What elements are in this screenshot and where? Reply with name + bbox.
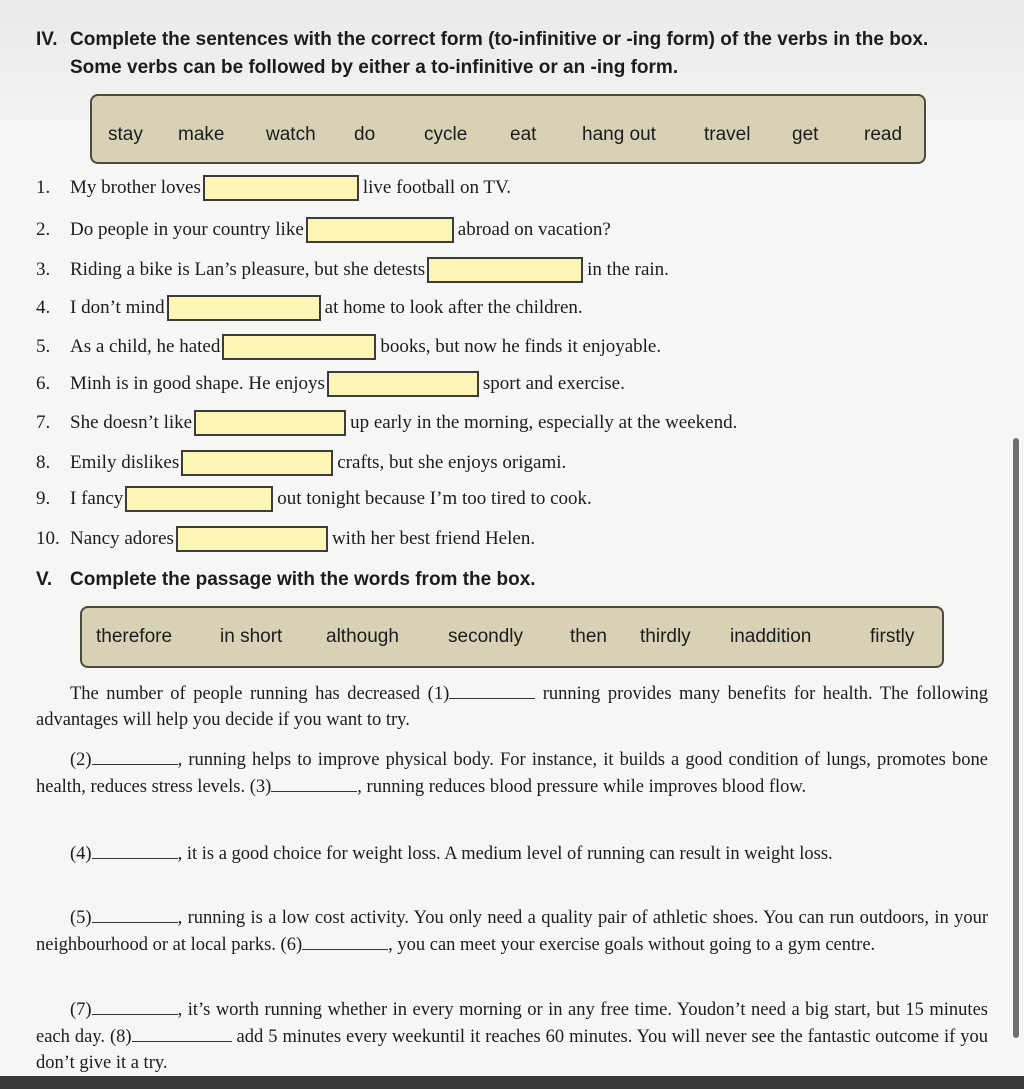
passage-blank[interactable] [92,996,178,1015]
answer-box[interactable] [194,410,346,436]
item-number: 6. [36,373,51,394]
section-5-number: V. [36,569,53,590]
item-text-before: Nancy adores [70,528,174,549]
item-text-after: with her best friend Helen. [331,528,536,549]
word-box-item: eat [510,124,537,145]
section-5-instruction: Complete the passage with the words from the box. [70,569,536,590]
section-4-instruction-line2: Some verbs can be followed by either a to-infinitive or an -ing form. [70,57,679,78]
item-text-before: Riding a bike is Lan’s pleasure, but she detests [70,259,426,280]
passage-blank[interactable] [132,1023,232,1042]
answer-box[interactable] [222,334,376,360]
item-text-after: crafts, but she enjoys origami. [337,452,567,473]
word-box-item: in short [220,626,283,647]
exercise-item [36,294,583,322]
answer-box[interactable] [181,450,333,476]
word-box-item: thirdly [640,626,691,647]
word-box-item: make [178,124,225,145]
item-text-after: up early in the morning, especially at the weekend. [350,412,738,433]
item-number: 7. [36,412,51,433]
passage-blank[interactable] [92,840,178,859]
exercise-item [36,333,661,361]
answer-box[interactable] [327,371,479,397]
scrollbar[interactable] [1013,438,1019,1038]
item-text-before: My brother loves [70,177,201,198]
word-box-item: therefore [96,626,173,647]
item-number: 9. [36,488,51,509]
passage-paragraph: (5) , running is a low cost activity. You only need a quality pair of athletic shoes. You can run outdoors, in your neighbourhood or at local parks. (6) , you can meet your exercise goals without going to a gym centre. [36,904,988,958]
section-4-instruction-line1: Complete the sentences with the correct form (to-infinitive or -ing form) of the verbs in the box. [70,29,929,50]
word-box-item: secondly [448,626,523,647]
item-number: 3. [36,259,51,280]
word-box-item: then [570,626,607,647]
item-text-after: abroad on vacation? [457,219,611,240]
word-box-item: do [354,124,376,145]
item-text-after: out tonight because I’m too tired to cook. [277,488,592,509]
item-text-before: Emily dislikes [70,452,180,473]
exercise-item [36,370,625,398]
word-box-item: inaddition [730,626,812,647]
exercise-item [36,409,737,437]
item-text-after: at home to look after the children. [324,297,583,318]
item-number: 10. [36,528,60,549]
word-box-item: stay [108,124,143,145]
answer-box[interactable] [306,217,454,243]
word-box-item: read [864,124,903,145]
word-box-item: cycle [424,124,468,145]
answer-box[interactable] [176,526,328,552]
passage-blank[interactable] [449,680,535,699]
item-text-before: Do people in your country like [70,219,304,240]
section-4-number: IV. [36,29,58,50]
item-text-after: in the rain. [587,259,669,280]
item-number: 8. [36,452,51,473]
word-box-item: although [326,626,399,647]
item-number: 2. [36,219,51,240]
passage-blank[interactable] [302,931,388,950]
word-box-item: watch [266,124,316,145]
passage-paragraph: The number of people running has decreased (1) running provides many benefits for health. The following advantages will help you decide if you want to try. [36,680,988,733]
item-text-after: books, but now he finds it enjoyable. [380,336,662,357]
word-box-item: firstly [870,626,915,647]
item-number: 5. [36,336,51,357]
exercise-item [36,174,511,202]
word-box-item: hang out [582,124,656,145]
passage-paragraph: (7) , it’s worth running whether in every morning or in any free time. Youdon’t need a big start, but 15 minutes each day. (8) add 5 minutes every weekuntil it reaches 60 minutes. You will never see the fantastic outcome if you don’t give it a try. [36,996,988,1076]
item-text-before: She doesn’t like [70,412,193,433]
word-box-item: travel [704,124,751,145]
item-text-before: Minh is in good shape. He enjoys [70,373,325,394]
answer-box[interactable] [203,175,359,201]
item-number: 4. [36,297,51,318]
item-text-before: As a child, he hated [70,336,221,357]
exercise-item [36,216,611,244]
bottom-edge [0,1076,1024,1089]
item-text-before: I don’t mind [70,297,165,318]
word-box-item: get [792,124,819,145]
answer-box[interactable] [167,295,321,321]
passage-blank[interactable] [92,904,178,923]
exercise-item [36,449,566,477]
passage-blank[interactable] [271,773,357,792]
exercise-item [36,485,592,513]
item-text-before: I fancy [70,488,124,509]
section-5-heading [36,566,536,594]
item-text-after: sport and exercise. [482,373,625,394]
answer-box[interactable] [427,257,583,283]
passage-paragraph: (4) , it is a good choice for weight loss. A medium level of running can result in weight loss. [36,840,988,867]
passage-blank[interactable] [92,746,178,765]
item-text-after: live football on TV. [362,177,511,198]
linker-word-box [80,606,944,668]
item-number: 1. [36,177,51,198]
verb-word-box [90,94,926,164]
section-4-heading [36,26,928,82]
exercise-item [36,256,669,284]
exercise-item [36,525,535,553]
answer-box[interactable] [125,486,273,512]
passage-paragraph: (2) , running helps to improve physical body. For instance, it builds a good condition of lungs, promotes bone health, reduces stress levels. (3) , running reduces blood pressure while improves blood flow. [36,746,988,800]
